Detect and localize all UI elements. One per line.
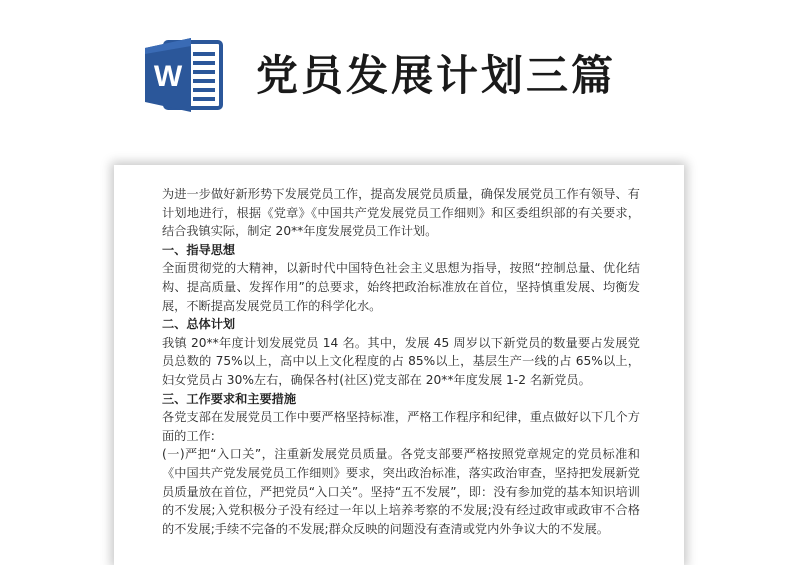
section-paragraph-overall-plan: 我镇 20**年度计划发展党员 14 名。其中，发展 45 周岁以下新党员的数量要占发展党员总数的 75%以上，高中以上文化程度的占 85%以上，基层生产一线的占 65%以上，妇女党员占 30%左右，确保各村(社区)党支部在 20**年度发展 1-2 名新党员。	[162, 335, 640, 387]
intro-paragraph: 为进一步做好新形势下发展党员工作，提高发展党员质量，确保发展党员工作有领导、有计划地进行，根据《党章》《中国共产党发展党员工作细则》和区委组织部的有关要求，结合我镇实际，制定 20**年度发展党员工作计划。	[162, 187, 640, 239]
document-body	[162, 185, 640, 538]
section-paragraph-guiding-ideology: 全面贯彻党的大精神，以新时代中国特色社会主义思想为指导，按照“控制总量、优化结构、提高质量、发挥作用”的总要求，始终把政治标准放在首位，坚持慎重发展、均衡发展，不断提高发展党员工作的科学化水。	[162, 261, 640, 313]
word-document-icon	[143, 36, 225, 114]
section-paragraph-requirements: 各党支部在发展党员工作中要严格坚持标准，严格工作程序和纪律，重点做好以下几个方面的工作:	[162, 410, 640, 443]
document-title: 党员发展计划三篇	[256, 51, 617, 100]
section-heading-guiding-ideology: 一、指导思想	[162, 242, 236, 257]
logo-letter: W	[153, 60, 183, 93]
section-heading-requirements: 三、工作要求和主要措施	[162, 391, 297, 406]
list-item-entry-gate: (一)严把“入口关”，注重新发展党员质量。各党支部要严格按照党章规定的党员标准和《中国共产党发展党员工作细则》要求，突出政治标准，落实政治审查，坚持把发展新党员质量放在首位，严把党员“入口关”。坚持“五不发展”，即：没有参加党的基本知识培训的不发展;入党积极分子没有经过一年以上培养考察的不发展;没有经过政审或政审不合格的不发展;手续不完备的不发展;群众反映的问题没有查清或党内外争议大的不发展。	[162, 447, 640, 536]
document-page	[114, 165, 684, 565]
section-heading-overall-plan: 二、总体计划	[162, 317, 236, 332]
